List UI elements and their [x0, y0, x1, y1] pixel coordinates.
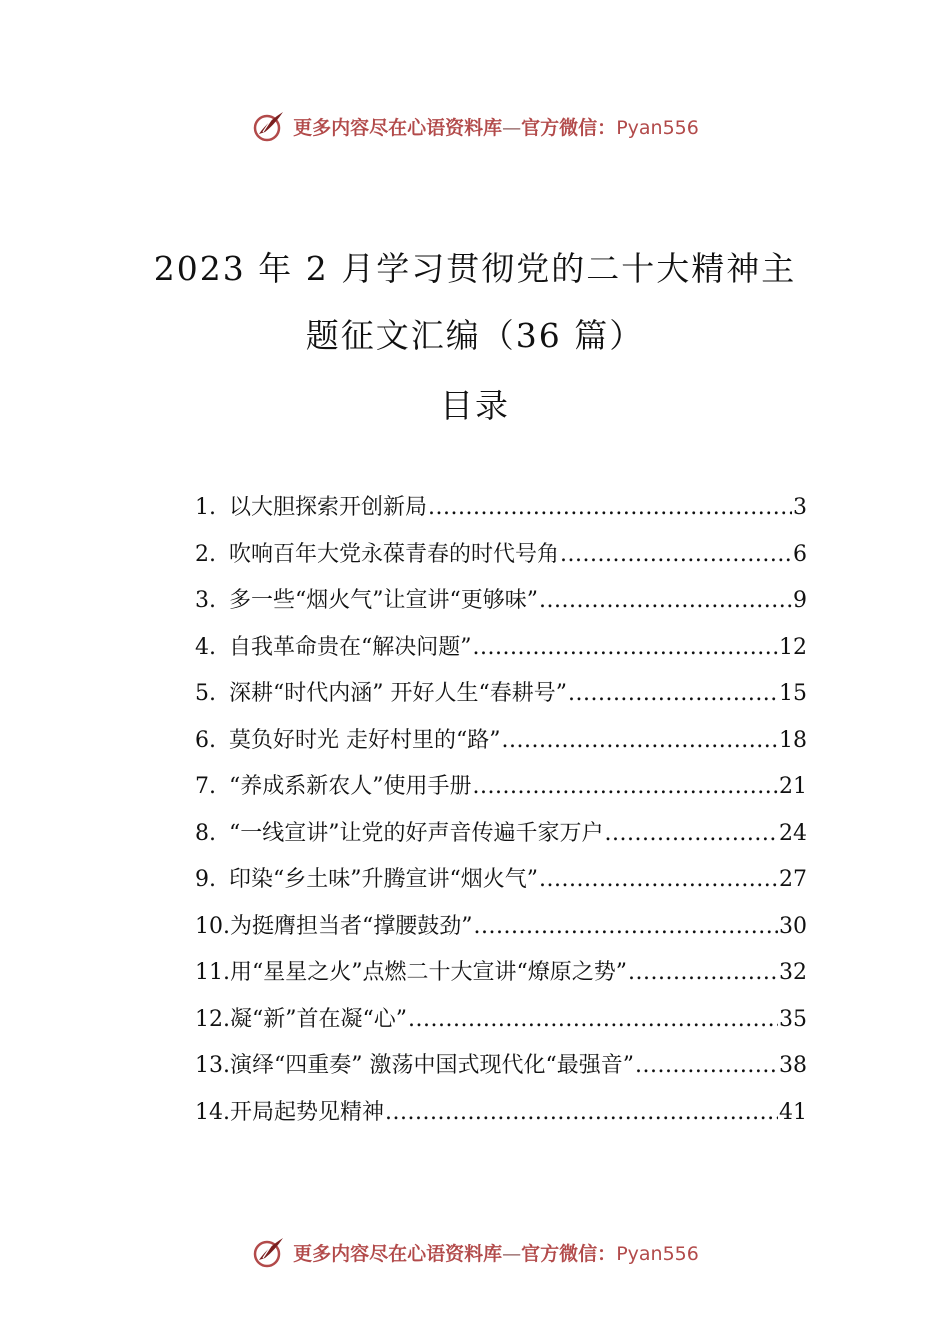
toc-entry-title: 深耕“时代内涵” 开好人生“春耕号”: [229, 681, 567, 706]
table-of-contents: [195, 490, 807, 1141]
document-title-line1: 2023 年 2 月学习贯彻党的二十大精神主: [153, 249, 797, 288]
watermark-brand: 更多内容尽在心语资料库: [293, 116, 503, 139]
toc-entry-page: 24: [779, 820, 807, 846]
footer-watermark: [0, 1234, 950, 1270]
toc-entry-number: 11.: [195, 960, 230, 985]
toc-entry-title: 吹响百年大党永葆青春的时代号角: [229, 541, 560, 567]
toc-entry-title: 凝“新”首在凝“心”: [230, 1006, 407, 1032]
watermark-contact-label: 官方微信：: [521, 116, 617, 139]
toc-entry-title: “养成系新农人”使用手册: [229, 774, 472, 799]
toc-entry-number: 5.: [195, 681, 216, 706]
toc-entry-page: 27: [779, 867, 807, 892]
toc-entry[interactable]: [195, 490, 807, 537]
toc-entry-title: 以大胆探索开创新局: [229, 495, 428, 520]
toc-entry-number: 7.: [195, 774, 216, 799]
toc-entry-number: 6.: [195, 727, 216, 753]
toc-entry[interactable]: [195, 1002, 807, 1049]
watermark-contact-label: 官方微信：: [521, 1242, 617, 1265]
toc-entry[interactable]: [195, 816, 807, 863]
toc-entry-number: 10.: [195, 913, 230, 939]
toc-entry-page: 30: [779, 913, 807, 939]
watermark-text: [293, 113, 699, 140]
toc-entry-page: 18: [779, 727, 807, 753]
toc-dot-leader: [473, 774, 779, 799]
toc-dot-leader: [473, 635, 779, 660]
toc-heading: 目录: [440, 386, 510, 425]
toc-dot-leader: [408, 1007, 778, 1032]
toc-entry-number: 1.: [195, 495, 216, 520]
watermark-contact-id: Pyan556: [616, 1242, 699, 1265]
toc-dot-leader: [502, 728, 779, 753]
toc-entry-title: 莫负好时光 走好村里的“路”: [229, 727, 501, 753]
toc-entry-title: 演绎“四重奏” 激荡中国式现代化“最强音”: [230, 1053, 634, 1078]
watermark-brand: 更多内容尽在心语资料库: [293, 1242, 503, 1265]
toc-entry-title: 多一些“烟火气”让宣讲“更够味”: [229, 588, 538, 613]
toc-entry-page: 41: [779, 1099, 807, 1125]
toc-entry-number: 14.: [195, 1099, 230, 1125]
toc-entry-number: 4.: [195, 634, 216, 660]
toc-entry[interactable]: [195, 723, 807, 770]
toc-entry-title: 用“星星之火”点燃二十大宣讲“燎原之势”: [230, 960, 627, 985]
toc-entry-number: 9.: [195, 867, 216, 892]
toc-entry-title: 印染“乡土味”升腾宣讲“烟火气”: [229, 867, 538, 892]
toc-entry[interactable]: [195, 583, 807, 630]
toc-entry[interactable]: [195, 537, 807, 584]
watermark-text: [293, 1239, 699, 1266]
toc-entry[interactable]: [195, 1095, 807, 1142]
quill-logo-icon: [251, 108, 287, 144]
toc-entry-page: 6: [793, 541, 807, 567]
toc-entry-page: 3: [793, 495, 807, 520]
toc-entry-number: 8.: [195, 820, 216, 846]
header-watermark: [0, 108, 950, 144]
quill-logo-icon: [251, 1234, 287, 1270]
toc-entry-page: 35: [779, 1006, 807, 1032]
toc-dot-leader: [560, 542, 792, 567]
toc-entry-page: 12: [779, 634, 807, 660]
toc-entry-page: 32: [779, 960, 807, 985]
toc-dot-leader: [539, 588, 792, 613]
toc-dot-leader: [635, 1053, 778, 1078]
toc-entry-page: 21: [779, 774, 807, 799]
toc-entry-page: 15: [779, 681, 807, 706]
watermark-dash: —: [502, 1242, 522, 1265]
toc-entry-number: 2.: [195, 541, 216, 567]
toc-dot-leader: [605, 821, 779, 846]
toc-entry[interactable]: [195, 862, 807, 909]
toc-dot-leader: [474, 914, 779, 939]
toc-dot-leader: [385, 1100, 778, 1125]
toc-entry[interactable]: [195, 676, 807, 723]
toc-entry-page: 38: [779, 1053, 807, 1078]
toc-dot-leader: [428, 495, 792, 520]
toc-entry[interactable]: [195, 1048, 807, 1095]
watermark-contact-id: Pyan556: [616, 116, 699, 139]
toc-dot-leader: [628, 960, 778, 985]
toc-entry-page: 9: [793, 588, 807, 613]
toc-entry-number: 3.: [195, 588, 216, 613]
toc-dot-leader: [539, 867, 778, 892]
toc-dot-leader: [568, 681, 778, 706]
document-title-line2: 题征文汇编（36 篇）: [305, 316, 645, 355]
toc-entry-title: 开局起势见精神: [230, 1099, 385, 1125]
toc-entry[interactable]: [195, 909, 807, 956]
toc-entry-number: 12.: [195, 1006, 230, 1032]
toc-entry-title: “一线宣讲”让党的好声音传遍千家万户: [229, 820, 604, 846]
toc-entry[interactable]: [195, 630, 807, 677]
watermark-dash: —: [502, 116, 522, 139]
toc-entry[interactable]: [195, 769, 807, 816]
toc-entry-title: 为挺膺担当者“撑腰鼓劲”: [230, 913, 473, 939]
toc-entry-title: 自我革命贵在“解决问题”: [229, 634, 472, 660]
toc-entry[interactable]: [195, 955, 807, 1002]
toc-entry-number: 13.: [195, 1053, 230, 1078]
